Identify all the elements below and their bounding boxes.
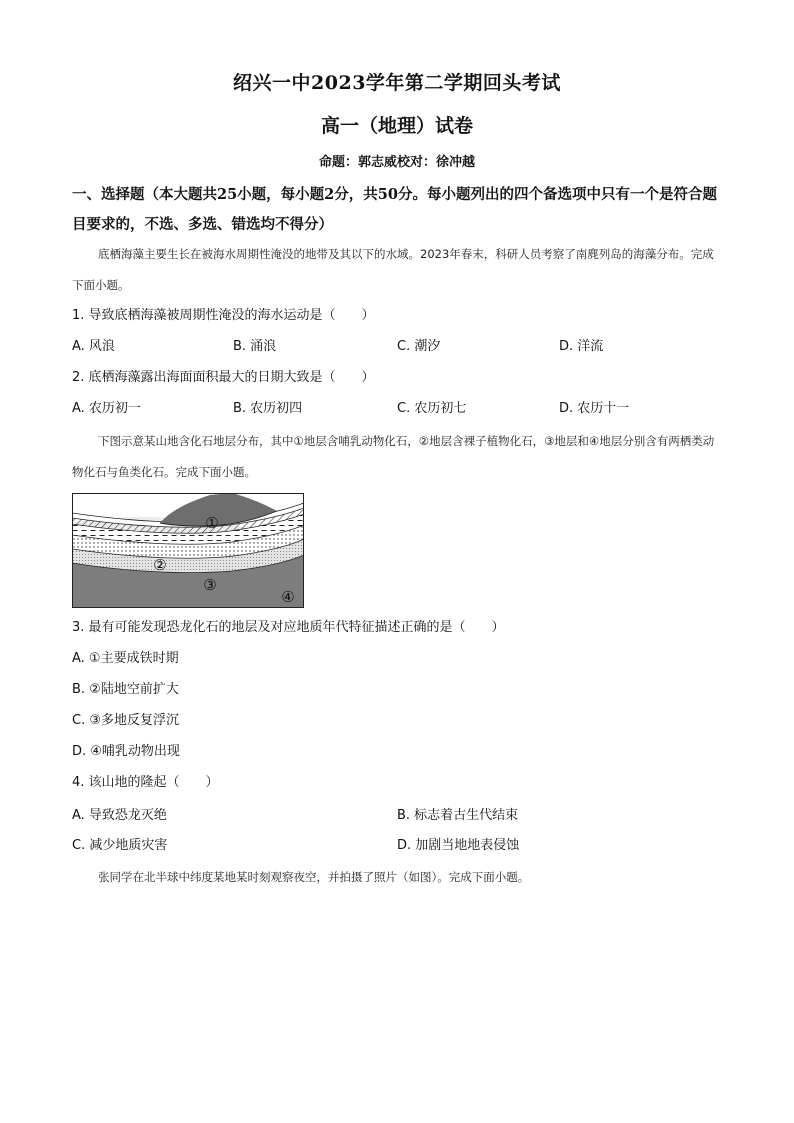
q3-option-b[interactable]: B. ②陆地空前扩大 bbox=[72, 682, 179, 697]
question-4-options-row1 bbox=[72, 806, 732, 826]
passage-3: 张同学在北半球中纬度某地某时刻观察夜空，并拍摄了照片（如图）。完成下面小题。 bbox=[98, 870, 530, 884]
q1-option-c[interactable]: C. 潮汐 bbox=[397, 339, 441, 354]
q1-option-b[interactable]: B. 涌浪 bbox=[233, 339, 277, 354]
question-1-stem: 1. 导致底栖海藻被周期性淹没的海水运动是（ ） bbox=[72, 308, 375, 323]
q4-option-d[interactable]: D. 加剧当地地表侵蚀 bbox=[397, 838, 520, 853]
q1-option-a[interactable]: A. 风浪 bbox=[72, 339, 115, 354]
question-4-stem: 4. 该山地的隆起（ ） bbox=[72, 775, 219, 790]
label-1: ① bbox=[205, 514, 219, 532]
q3-option-d[interactable]: D. ④哺乳动物出现 bbox=[72, 744, 180, 759]
exam-authors: 命题：郭志威校对：徐冲越 bbox=[318, 155, 475, 170]
q4-option-a[interactable]: A. 导致恐龙灭绝 bbox=[72, 808, 167, 823]
q2-option-c[interactable]: C. 农历初七 bbox=[397, 401, 467, 416]
label-4: ④ bbox=[281, 588, 295, 606]
section-heading: 一、选择题（本大题共25小题，每小题2分，共50分。每小题列出的四个备选项中只有一个是符合题目要求的，不选、多选、错选均不得分） bbox=[72, 186, 717, 233]
q3-option-a[interactable]: A. ①主要成铁时期 bbox=[72, 651, 179, 666]
q4-option-b[interactable]: B. 标志着古生代结束 bbox=[397, 808, 519, 823]
label-3: ③ bbox=[203, 576, 217, 594]
q2-option-a[interactable]: A. 农历初一 bbox=[72, 401, 141, 416]
question-4-options-row2 bbox=[72, 836, 732, 856]
question-3-stem: 3. 最有可能发现恐龙化石的地层及对应地质年代特征描述正确的是（ ） bbox=[72, 620, 505, 635]
q1-option-d[interactable]: D. 洋流 bbox=[559, 339, 604, 354]
question-2-options bbox=[72, 399, 732, 419]
label-2: ② bbox=[153, 556, 167, 574]
passage-1: 底栖海藻主要生长在被海水周期性淹没的地带及其以下的水域。2023年春末，科研人员考察了南麂列岛的海藻分布。完成下面小题。 bbox=[72, 247, 714, 292]
q4-option-c[interactable]: C. 减少地质灾害 bbox=[72, 838, 168, 853]
q2-option-d[interactable]: D. 农历十一 bbox=[559, 401, 630, 416]
strata-diagram bbox=[72, 493, 304, 608]
question-2-stem: 2. 底栖海藻露出海面面积最大的日期大致是（ ） bbox=[72, 370, 375, 385]
exam-subtitle: 高一（地理）试卷 bbox=[320, 115, 473, 137]
q3-option-c[interactable]: C. ③多地反复浮沉 bbox=[72, 713, 179, 728]
exam-title: 绍兴一中2023学年第二学期回头考试 bbox=[233, 72, 561, 94]
q2-option-b[interactable]: B. 农历初四 bbox=[233, 401, 303, 416]
passage-2: 下图示意某山地含化石地层分布，其中①地层含哺乳动物化石，②地层含裸子植物化石，③地层和④地层分别含有两栖类动物化石与鱼类化石。完成下面小题。 bbox=[72, 434, 715, 479]
question-1-options bbox=[72, 337, 732, 357]
